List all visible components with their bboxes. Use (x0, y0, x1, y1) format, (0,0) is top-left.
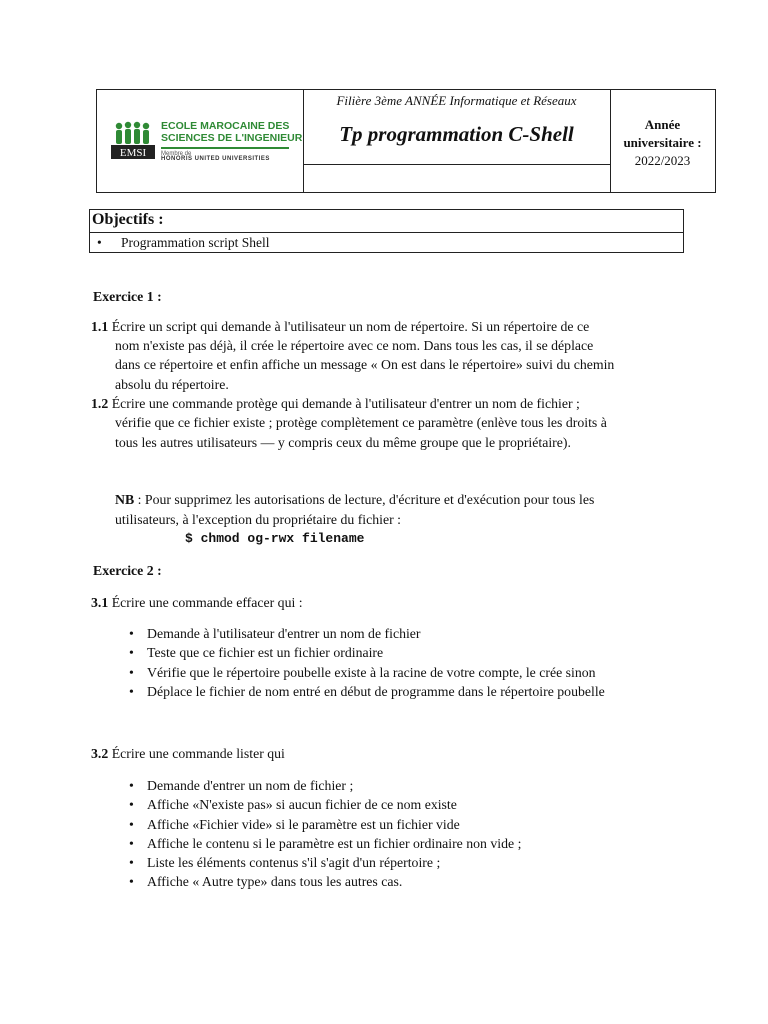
question-1-2: 1.2 Écrire une commande protège qui demande à l'utilisateur d'entrer un nom de fichier ; (91, 396, 580, 411)
question-1-1-line: dans ce répertoire et enfin affiche un message « On est dans le répertoire» suivi du chemin (115, 357, 615, 372)
logo-divider (161, 147, 289, 149)
exercise-1-title: Exercice 1 : (93, 289, 162, 304)
school-logo (111, 120, 303, 162)
logo-member-of: Membre de (161, 151, 192, 157)
svg-text:EMSI: EMSI (119, 147, 147, 159)
question-1-2-line: tous les autres utilisateurs — y compris ceux du même groupe que le propriétaire). (115, 435, 571, 450)
question-1-2-line: vérifie que ce fichier existe ; protège complètement ce paramètre (enlève tous les droits à (115, 415, 607, 430)
list-item: • Affiche le contenu si le paramètre est un fichier ordinaire non vide ; (129, 834, 521, 853)
page-title: Tp programmation C-Shell (339, 122, 574, 146)
nb-note-line: utilisateurs, à l'exception du propriétaire du fichier : (115, 512, 401, 527)
question-3-2: 3.2 Écrire une commande lister qui (91, 746, 285, 761)
question-3-1-list (129, 624, 605, 701)
chmod-command: $ chmod og-rwx filename (185, 531, 365, 546)
question-1-1-line: nom n'existe pas déjà, il crée le répertoire avec ce nom. Dans tous les cas, il se déplace (115, 338, 594, 353)
list-item: • Demande d'entrer un nom de fichier ; (129, 776, 521, 795)
question-1-1-line: absolu du répertoire. (115, 377, 229, 392)
nb-note: NB : Pour supprimez les autorisations de lecture, d'écriture et d'exécution pour tous les (115, 492, 595, 507)
objective-item: • Programmation script Shell (97, 235, 270, 250)
question-3-1: 3.1 Écrire une commande effacer qui : (91, 595, 303, 610)
logo-school-name: ECOLE MAROCAINE DES SCIENCES DE L'INGENIEUR (161, 120, 303, 144)
filiere-label: Filière 3ème ANNÉE Informatique et Réseaux (336, 93, 577, 108)
logo-cell (97, 90, 304, 192)
objectives-box (89, 209, 684, 253)
bullet-icon: • (97, 235, 102, 250)
list-item: • Liste les éléments contenus s'il s'agit d'un répertoire ; (129, 853, 521, 872)
list-item: • Affiche «Fichier vide» si le paramètre est un fichier vide (129, 815, 521, 834)
list-item: • Déplace le fichier de nom entré en début de programme dans le répertoire poubelle (129, 682, 605, 701)
question-1-1: 1.1 Écrire un script qui demande à l'utilisateur un nom de répertoire. Si un répertoire de ce (91, 319, 590, 334)
objectives-title: Objectifs : (92, 211, 164, 228)
list-item: • Teste que ce fichier est un fichier ordinaire (129, 643, 605, 662)
list-item: • Affiche « Autre type» dans tous les autres cas. (129, 872, 521, 891)
list-item: • Affiche «N'existe pas» si aucun fichier de ce nom existe (129, 795, 521, 814)
academic-year: Année universitaire : 2022/2023 (623, 117, 702, 168)
people-logo-icon (111, 120, 155, 162)
question-3-2-list (129, 776, 521, 892)
year-cell (610, 90, 715, 192)
list-item: • Vérifie que le répertoire poubelle existe à la racine de votre compte, le crée sinon (129, 663, 605, 682)
header-table (96, 89, 716, 193)
list-item: • Demande à l'utilisateur d'entrer un nom de fichier (129, 624, 605, 643)
logo-network: HONORIS UNITED UNIVERSITIES (161, 156, 270, 162)
title-cell (303, 90, 611, 192)
year-value: 2022/2023 (634, 153, 691, 168)
exercise-2-title: Exercice 2 : (93, 563, 162, 578)
